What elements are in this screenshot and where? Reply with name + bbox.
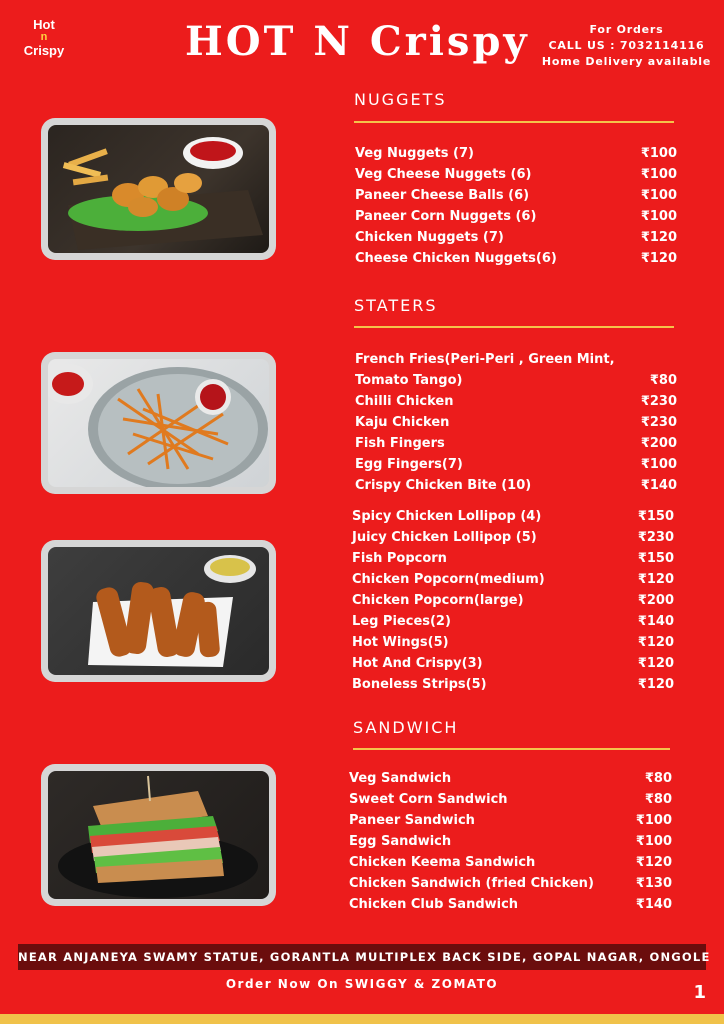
item-name: Hot Wings(5) [352,635,449,650]
menu-item [355,206,677,227]
menu-list-staters [355,349,677,496]
menu-item [349,894,672,915]
menu-item [352,674,674,695]
item-price: ₹140 [637,614,674,629]
item-name: Egg Sandwich [349,834,452,849]
menu-list-sandwich [349,768,672,915]
orders-label: For Orders [589,23,664,36]
address-bar: NEAR ANJANEYA SWAMY STATUE, GORANTLA MULTIPLEX BACK SIDE, GOPAL NAGAR, ONGOLE [18,944,706,970]
item-name: Kaju Chicken [355,415,450,430]
menu-list-nuggets [355,143,677,269]
item-name: Veg Nuggets (7) [355,146,474,161]
item-price: ₹120 [637,656,674,671]
menu-item [352,653,674,674]
menu-item [355,391,677,412]
menu-item [349,768,672,789]
item-price: ₹230 [640,415,677,430]
brand-logo [14,18,74,68]
item-price: ₹120 [637,635,674,650]
item-name: Sweet Corn Sandwich [349,792,508,807]
item-name: Boneless Strips(5) [352,677,487,692]
item-name: Paneer Cheese Balls (6) [355,188,530,203]
sandwich-photo [41,764,276,906]
menu-item [355,349,677,370]
item-price: ₹140 [640,478,677,493]
menu-item [352,548,674,569]
nuggets-photo [41,118,276,260]
item-price: ₹100 [635,813,672,828]
item-price: ₹100 [640,188,677,203]
item-price: ₹140 [635,897,672,912]
section-title-nuggets: NUGGETS [354,90,447,109]
section-divider [354,121,674,123]
item-price: ₹120 [640,230,677,245]
item-price: ₹200 [637,593,674,608]
chicken-strips-illustration [48,547,269,675]
menu-item [355,454,677,475]
item-name: French Fries(Peri-Peri , Green Mint, [355,352,615,367]
item-name: Chicken Club Sandwich [349,897,519,912]
menu-item [352,506,674,527]
section-title-sandwich: SANDWICH [353,718,459,737]
chicken-strips-photo [41,540,276,682]
item-name: Paneer Corn Nuggets (6) [355,209,537,224]
item-name: Veg Sandwich [349,771,452,786]
item-name: Crispy Chicken Bite (10) [355,478,532,493]
item-name: Fish Popcorn [352,551,447,566]
item-price: ₹80 [644,792,672,807]
item-name: Veg Cheese Nuggets (6) [355,167,532,182]
item-name: Leg Pieces(2) [352,614,451,629]
logo-line-3: Crispy [23,43,65,58]
menu-item [349,810,672,831]
item-price: ₹120 [640,251,677,266]
menu-item [352,611,674,632]
menu-item [352,527,674,548]
menu-item [352,569,674,590]
item-price: ₹80 [649,373,677,388]
item-name: Chicken Popcorn(medium) [352,572,545,587]
menu-item [355,370,677,391]
menu-list-staters-2 [352,506,674,695]
menu-item [355,227,677,248]
menu-item [355,164,677,185]
menu-item [355,433,677,454]
menu-item [349,873,672,894]
item-price: ₹100 [640,457,677,472]
item-price: ₹80 [644,771,672,786]
phone-number[interactable]: CALL US : 7032114116 [548,39,705,52]
chicken-strips-photo-image [48,547,269,675]
menu-item [349,789,672,810]
sandwich-illustration [48,771,269,899]
item-name: Juicy Chicken Lollipop (5) [352,530,537,545]
menu-item [352,632,674,653]
page-title: HOT N Crispy [185,18,530,65]
item-name: Cheese Chicken Nuggets(6) [355,251,557,266]
menu-item [355,143,677,164]
page-number: 1 [693,982,706,1003]
order-now-text: Order Now On SWIGGY & ZOMATO [225,977,499,991]
item-price: ₹200 [640,436,677,451]
item-price: ₹230 [637,530,674,545]
item-price: ₹230 [640,394,677,409]
item-name: Fish Fingers [355,436,445,451]
bottom-strip [0,1014,724,1024]
item-name: Hot And Crispy(3) [352,656,483,671]
logo-line-2: n [40,31,48,43]
item-price: ₹120 [637,677,674,692]
menu-item [352,590,674,611]
section-divider [354,326,674,328]
section-divider [353,748,670,750]
item-price: ₹130 [635,876,672,891]
item-name: Chicken Popcorn(large) [352,593,524,608]
nuggets-illustration [48,125,269,253]
item-name: Chicken Nuggets (7) [355,230,504,245]
item-price: ₹100 [640,167,677,182]
menu-item [355,248,677,269]
nuggets-photo-image [48,125,269,253]
delivery-note: Home Delivery available [541,55,712,68]
fries-photo-image [48,359,269,487]
contact-block [539,22,714,70]
item-name: Egg Fingers(7) [355,457,463,472]
item-price: ₹120 [637,572,674,587]
item-price: ₹150 [637,551,674,566]
logo-line-1: Hot [33,17,55,32]
item-name: Chicken Keema Sandwich [349,855,536,870]
item-price: ₹150 [637,509,674,524]
menu-item [349,852,672,873]
sandwich-photo-image [48,771,269,899]
fries-illustration [48,359,269,487]
item-price: ₹100 [635,834,672,849]
menu-item [349,831,672,852]
menu-item [355,475,677,496]
section-title-staters: STATERS [354,296,438,315]
menu-item [355,185,677,206]
item-name: Chilli Chicken [355,394,454,409]
item-price: ₹120 [635,855,672,870]
item-price: ₹100 [640,209,677,224]
menu-item [355,412,677,433]
item-price: ₹100 [640,146,677,161]
fries-photo [41,352,276,494]
item-name: Paneer Sandwich [349,813,475,828]
item-name: Spicy Chicken Lollipop (4) [352,509,542,524]
item-name: Chicken Sandwich (fried Chicken) [349,876,594,891]
item-name: Tomato Tango) [355,373,463,388]
